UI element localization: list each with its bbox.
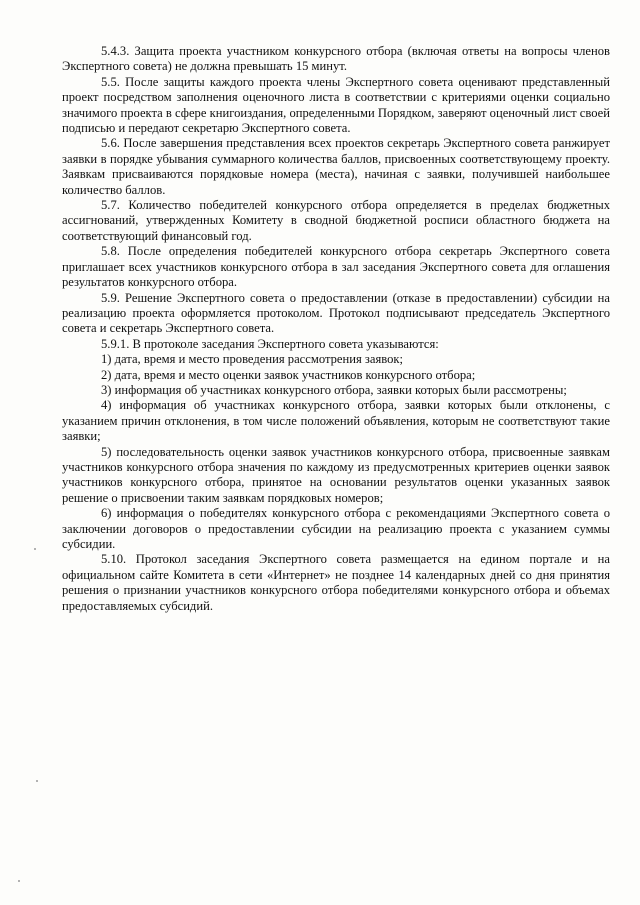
paragraph-5-7: 5.7. Количество победителей конкурсного отбора определяется в пределах бюджетных ассигнований, утвержденных Комитету в сводной бюджетной росписи областного бюджета на соответствующий финансовый год.	[62, 198, 610, 243]
list-item-2: 2) дата, время и место оценки заявок участников конкурсного отбора;	[101, 367, 476, 382]
paragraph-5-5: 5.5. После защиты каждого проекта члены Экспертного совета оценивают представленный проект посредством заполнения оценочного листа в соответствии с критериями оценки социально значимого проекта в сфере книгоиздания, определенными Порядком, заверяют оценочный лист своей подписью и передают секретарю Экспертного совета.	[62, 74, 610, 136]
scan-speck	[34, 548, 36, 550]
paragraph-5-6: 5.6. После завершения представления всех проектов секретарь Экспертного совета ранжирует заявки в порядке убывания суммарного количества баллов, присвоенных соответствующему проекту. Заявкам присваиваются порядковые номера (места), начиная с заявки, получившей наибольшее количество баллов.	[62, 136, 610, 197]
paragraph-5-9: 5.9. Решение Экспертного совета о предоставлении (отказе в предоставлении) субсидии на реализацию проекта оформляется протоколом. Протокол подписывают председатель Экспертного совета и секретарь Экспертного совета.	[62, 290, 610, 336]
list-item-1: 1) дата, время и место проведения рассмотрения заявок;	[101, 352, 404, 367]
scan-speck	[18, 880, 20, 882]
list-item-6: 6) информация о победителях конкурсного отбора с рекомендациями Экспертного совета о заключении договоров о предоставлении субсидии на реализацию проекта с указанием суммы субсидии.	[62, 506, 610, 551]
paragraph-5-10: 5.10. Протокол заседания Экспертного совета размещается на едином портале и на официальном сайте Комитета в сети «Интернет» не позднее 14 календарных дней со дня принятия решения о признании участников конкурсного отбора победителями конкурсного отбора и объемах предоставляемых субсидий.	[62, 552, 610, 613]
list-item-5: 5) последовательность оценки заявок участников конкурсного отбора, присвоенные заявкам участников конкурсного отбора значения по каждому из предусмотренных критериев оценки заявок участников конкурсного отбора, принятое на основании результатов оценки указанных заявок решение о присвоении таким заявкам порядковых номеров;	[62, 444, 610, 505]
document-body	[62, 44, 610, 614]
scan-speck	[36, 780, 38, 782]
paragraph-5-8: 5.8. После определения победителей конкурсного отбора секретарь Экспертного совета приглашает всех участников конкурсного отбора в зал заседания Экспертного совета для оглашения результатов конкурсного отбора.	[62, 244, 610, 290]
list-item-3: 3) информация об участниках конкурсного отбора, заявки которых были рассмотрены;	[101, 382, 567, 397]
paragraph-5-9-1: 5.9.1. В протоколе заседания Экспертного совета указываются:	[101, 336, 439, 351]
list-item-4: 4) информация об участниках конкурсного отбора, заявки которых были отклонены, с указанием причин отклонения, в том числе положений объявления, которым не соответствуют такие заявки;	[62, 398, 610, 444]
paragraph-5-4-3: 5.4.3. Защита проекта участником конкурсного отбора (включая ответы на вопросы членов Экспертного совета) не должна превышать 15 минут.	[62, 44, 610, 74]
